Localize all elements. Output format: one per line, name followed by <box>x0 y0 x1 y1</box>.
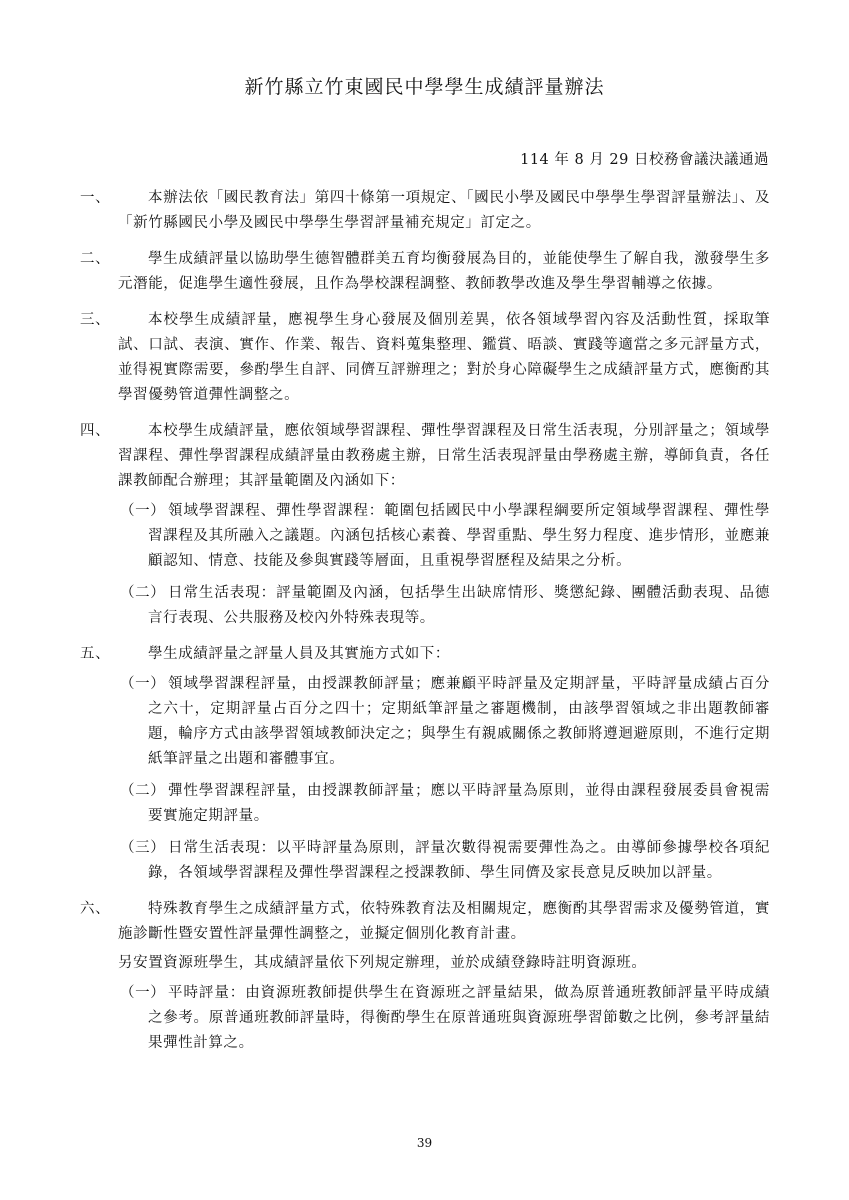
approval-note: 114 年 8 月 29 日校務會議決議通過 <box>520 152 769 168</box>
subsection-5-1 <box>80 672 770 772</box>
section-text: 本辦法依「國民教育法」第四十條第一項規定、「國民小學及國民中學學生學習評量辦法」、及「新竹縣國民小學及國民中學學生學習評量補充規定」訂定之。 <box>118 190 770 231</box>
section-5 <box>80 642 770 886</box>
subsection-4-1 <box>80 499 770 574</box>
subsection-4-2 <box>80 581 770 631</box>
subsection-text: 彈性學習課程評量，由授課教師評量；應以平時評量為原則，並得由課程發展委員會視需要實施定期評量。 <box>148 783 770 824</box>
section-number: 一、 <box>80 190 111 206</box>
subsection-number: （二） <box>120 783 166 799</box>
subsection-6-1 <box>80 981 770 1056</box>
subsection-text: 日常生活表現：以平時評量為原則，評量次數得視需要彈性為之。由導師參據學校各項紀錄，各領域學習課程及彈性學習課程之授課教師、學生同儕及家長意見反映加以評量。 <box>148 840 770 881</box>
section-1 <box>80 186 770 236</box>
subsection-number: （三） <box>120 840 166 856</box>
subsection-number: （一） <box>120 985 166 1001</box>
section-4 <box>80 419 770 631</box>
section-number: 二、 <box>80 251 111 267</box>
section-text: 特殊教育學生之成績評量方式，依特殊教育法及相關規定，應衡酌其學習需求及優勢管道，實施診斷性暨安置性評量彈性調整之，並擬定個別化教育計畫。 <box>118 901 770 942</box>
subsection-number: （一） <box>120 676 166 692</box>
section-text: 學生成績評量之評量人員及其實施方式如下： <box>148 646 450 662</box>
subsection-text: 領域學習課程、彈性學習課程：範圍包括國民中小學課程綱要所定領域學習課程、彈性學習課程及其所融入之議題。內涵包括核心素養、學習重點、學生努力程度、進步情形，並應兼顧認知、情意、技能及參與實踐等層面，且重視學習歷程及結果之分析。 <box>148 503 770 569</box>
section-text: 本校學生成績評量，應依領域學習課程、彈性學習課程及日常生活表現，分別評量之；領域學習課程、彈性學習課程成績評量由教務處主辦，日常生活表現評量由學務處主辦，導師負責，各任課教師配合辦理；其評量範圍及內涵如下： <box>118 423 770 489</box>
section-text: 本校學生成績評量，應視學生身心發展及個別差異，依各領域學習內容及活動性質，採取筆試、口試、表演、實作、作業、報告、資料蒐集整理、鑑賞、晤談、實踐等適當之多元評量方式，並得視實際需要，參酌學生自評、同儕互評辦理之；對於身心障礙學生之成績評量方式，應衡酌其學習優勢管道彈性調整之。 <box>118 312 770 403</box>
section-text: 學生成績評量以協助學生德智體群美五育均衡發展為目的，並能使學生了解自我，激發學生多元潛能，促進學生適性發展，且作為學校課程調整、教師教學改進及學生學習輔導之依據。 <box>118 251 770 292</box>
document-body <box>80 186 770 1067</box>
subsection-text: 日常生活表現：評量範圍及內涵，包括學生出缺席情形、獎懲紀錄、團體活動表現、品德言行表現、公共服務及校內外特殊表現等。 <box>148 585 770 626</box>
subsection-number: （一） <box>120 503 166 519</box>
section-2 <box>80 247 770 297</box>
section-3 <box>80 308 770 408</box>
subsection-5-2 <box>80 779 770 829</box>
section-number: 三、 <box>80 312 111 328</box>
page-number: 39 <box>416 1136 433 1150</box>
section-6 <box>80 897 770 1056</box>
section-note: 另安置資源班學生，其成績評量依下列規定辦理，並於成績登錄時註明資源班。 <box>118 955 647 971</box>
section-number: 五、 <box>80 646 111 662</box>
section-number: 四、 <box>80 423 111 439</box>
subsection-text: 領域學習課程評量，由授課教師評量；應兼顧平時評量及定期評量，平時評量成績占百分之六十，定期評量占百分之四十；定期紙筆評量之審題機制，由該學習領域之非出題教師審題，輪序方式由該學習領域教師決定之；與學生有親戚關係之教師將遵迴避原則，不進行定期紙筆評量之出題和審體事宜。 <box>148 676 770 767</box>
subsection-number: （二） <box>120 585 166 601</box>
subsection-5-3 <box>80 836 770 886</box>
subsection-text: 平時評量：由資源班教師提供學生在資源班之評量結果，做為原普通班教師評量平時成績之參考。原普通班教師評量時，得衡酌學生在原普通班與資源班學習節數之比例，參考評量結果彈性計算之。 <box>148 985 770 1051</box>
document-title: 新竹縣立竹東國民中學學生成績評量辦法 <box>244 76 605 98</box>
section-number: 六、 <box>80 901 111 917</box>
